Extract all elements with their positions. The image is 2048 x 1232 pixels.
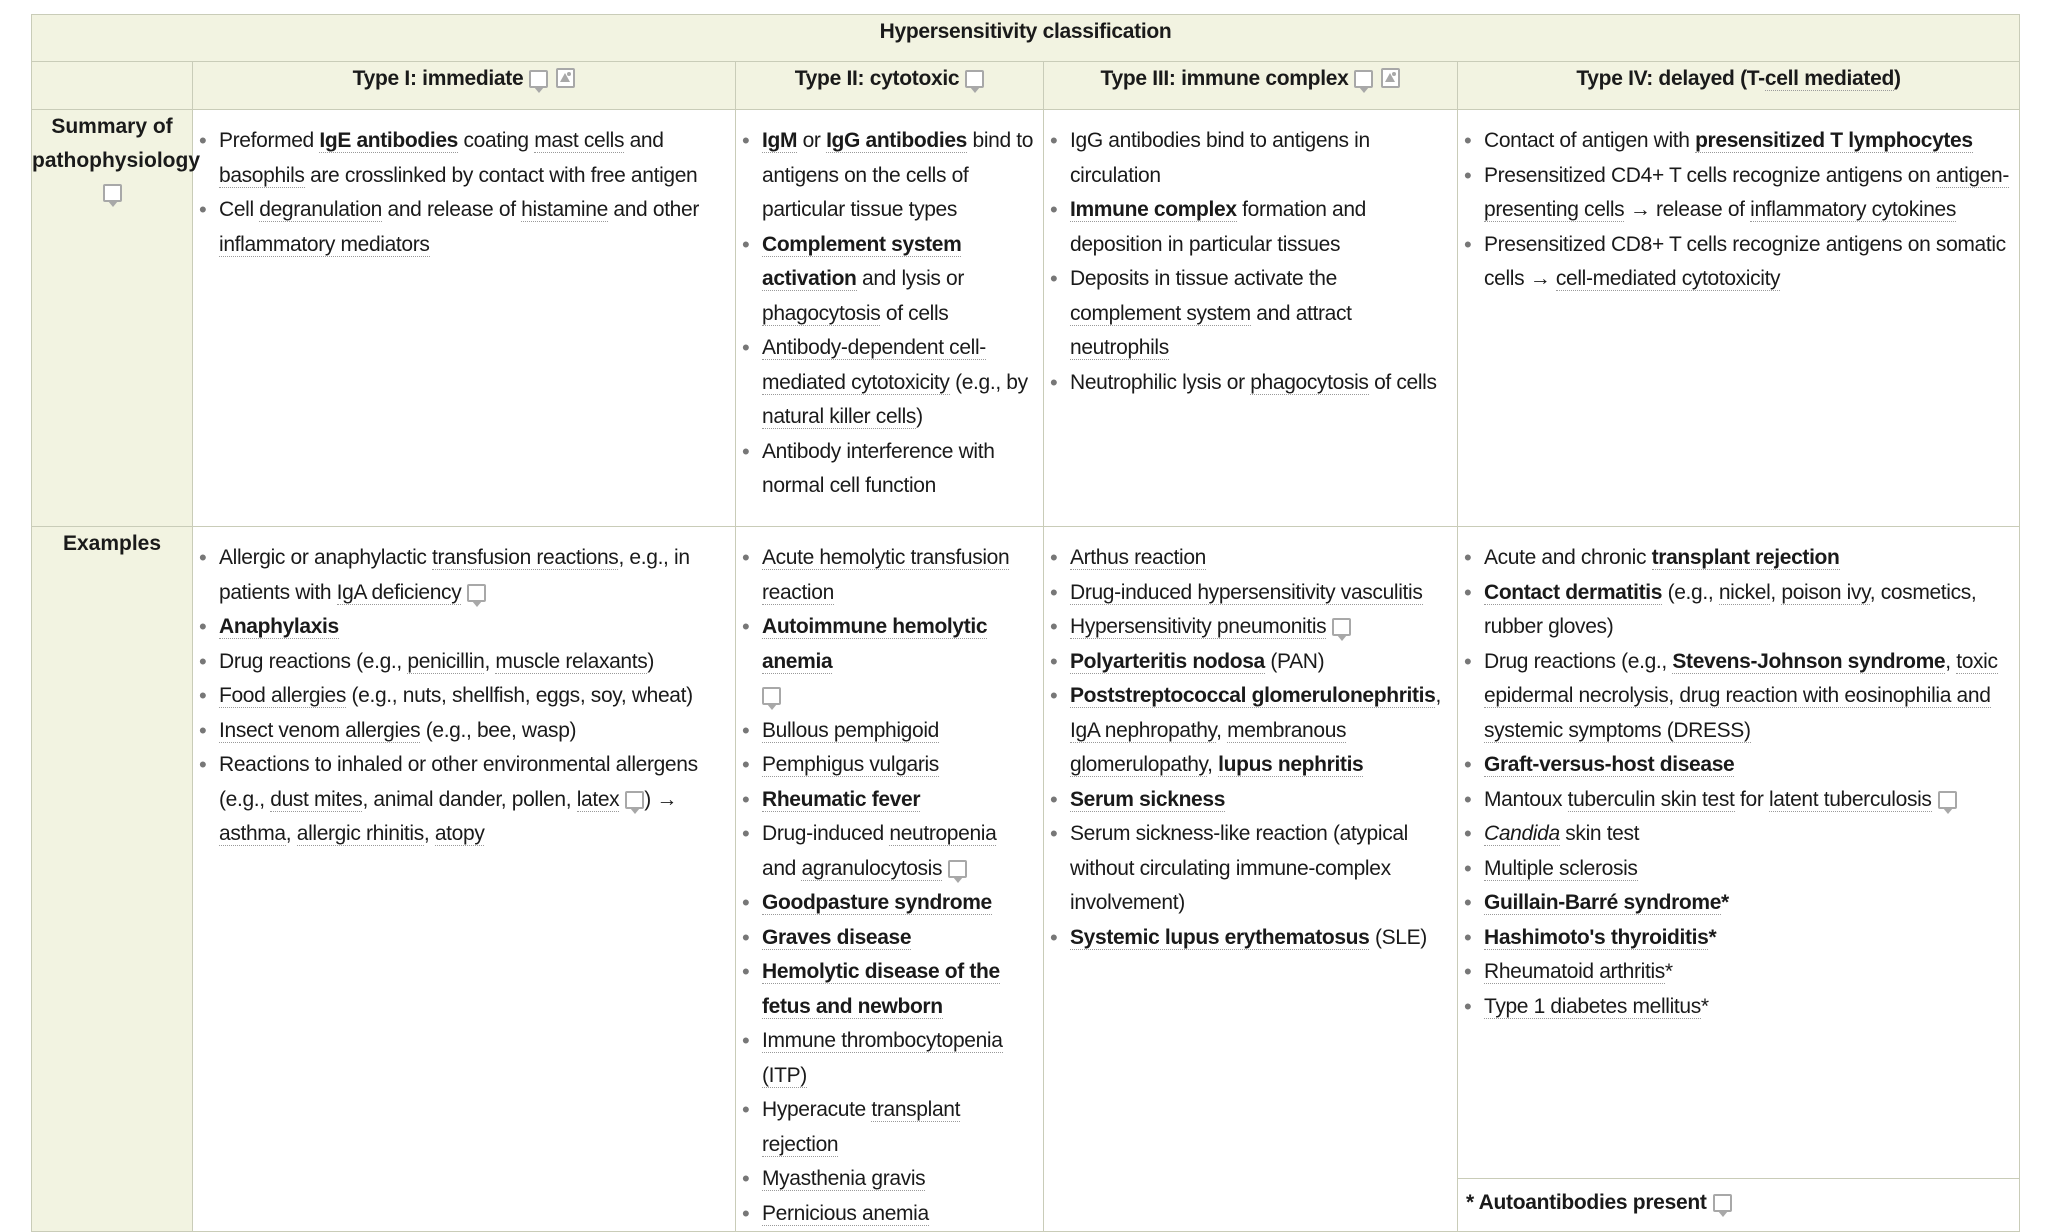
glossary-link[interactable]: dust mites bbox=[270, 787, 363, 811]
glossary-link[interactable]: atopy bbox=[434, 822, 485, 845]
text-fragment: of cells bbox=[880, 301, 949, 325]
text-fragment: bind to antigens on the cells of particular tissue types bbox=[762, 129, 1034, 221]
glossary-link[interactable]: Immune thrombocytopenia (ITP) bbox=[762, 1029, 1003, 1087]
glossary-link[interactable]: Goodpasture syndrome bbox=[762, 891, 992, 914]
text-fragment: ) bbox=[916, 405, 923, 428]
list-item bbox=[1484, 886, 2011, 921]
glossary-link[interactable]: Pemphigus vulgaris bbox=[762, 753, 939, 776]
glossary-link[interactable]: tuberculin skin test bbox=[1567, 787, 1735, 811]
column-header-type-3 bbox=[1044, 62, 1458, 110]
text-fragment: (e.g., nuts, shellfish, eggs, soy, wheat) bbox=[346, 684, 693, 707]
list-item bbox=[762, 1162, 1035, 1197]
glossary-link[interactable]: Myasthenia gravis bbox=[762, 1167, 926, 1190]
list-item bbox=[1070, 645, 1449, 680]
glossary-link[interactable]: degranulation bbox=[259, 198, 382, 221]
glossary-link[interactable]: Rheumatic fever bbox=[762, 787, 921, 811]
text-fragment: * bbox=[1708, 925, 1717, 949]
cell-link[interactable]: cell mediated bbox=[1764, 67, 1894, 90]
text-fragment: skin test bbox=[1559, 822, 1640, 845]
list-item bbox=[762, 817, 1035, 886]
list-item bbox=[1484, 783, 2011, 818]
hypersensitivity-table bbox=[31, 14, 2020, 1232]
list-item bbox=[762, 714, 1035, 749]
glossary-link[interactable]: poison ivy bbox=[1781, 580, 1870, 604]
glossary-link[interactable]: transplant rejection bbox=[1651, 546, 1840, 569]
glossary-link[interactable]: penicillin bbox=[407, 649, 485, 673]
column-header-type-4: Type IV: delayed (T-cell mediated) bbox=[1458, 62, 2020, 110]
list-item bbox=[1484, 921, 2011, 956]
glossary-link[interactable]: cell-mediated cytotoxicity bbox=[1555, 267, 1781, 290]
text-fragment: and bbox=[762, 856, 802, 880]
glossary-link[interactable]: neutrophils bbox=[1070, 336, 1169, 359]
glossary-link[interactable]: transplant rejection bbox=[762, 1098, 961, 1156]
glossary-link[interactable]: IgM bbox=[762, 129, 798, 152]
list-item bbox=[1484, 748, 2011, 783]
glossary-link[interactable]: natural killer cells bbox=[762, 405, 917, 428]
list-item bbox=[762, 331, 1035, 435]
speech-bubble-icon[interactable] bbox=[1938, 791, 1957, 809]
list-item bbox=[1070, 541, 1449, 576]
text-fragment: formation and deposition in particular tissues bbox=[1070, 198, 1367, 256]
glossary-link[interactable]: Insect venom allergies bbox=[219, 718, 421, 742]
list-item bbox=[762, 955, 1035, 1024]
list-item bbox=[219, 748, 727, 852]
speech-bubble-icon[interactable] bbox=[1354, 70, 1373, 88]
glossary-link[interactable]: Autoimmune hemolytic anemia bbox=[762, 615, 988, 673]
row-header-label: Examples bbox=[62, 532, 162, 555]
column-header-type-2 bbox=[736, 62, 1044, 110]
speech-bubble-icon[interactable] bbox=[467, 584, 486, 602]
glossary-link[interactable]: muscle relaxants bbox=[495, 649, 648, 673]
text-fragment: Hyperacute bbox=[762, 1098, 872, 1121]
glossary-link[interactable]: transfusion reactions bbox=[432, 546, 619, 569]
text-fragment: Presensitized CD8+ T cells recognize antigens on somatic cells → bbox=[1484, 232, 2006, 290]
text-fragment: (SLE) bbox=[1369, 925, 1427, 949]
text-fragment: and bbox=[624, 129, 664, 152]
text-fragment: coating bbox=[458, 129, 535, 152]
glossary-link[interactable]: Poststreptococcal glomerulonephritis bbox=[1070, 684, 1436, 707]
list-item bbox=[1070, 262, 1449, 366]
glossary-link[interactable]: toxic epidermal necrolysis bbox=[1484, 649, 1998, 707]
text-fragment: , e.g., in patients with bbox=[219, 546, 690, 604]
text-fragment: or bbox=[797, 129, 827, 152]
list-item bbox=[762, 610, 1035, 714]
glossary-link[interactable]: Multiple sclerosis bbox=[1484, 856, 1638, 880]
list-item bbox=[219, 679, 727, 714]
glossary-link[interactable]: Stevens-Johnson syndrome bbox=[1672, 649, 1946, 673]
glossary-link[interactable]: lupus nephritis bbox=[1218, 753, 1364, 776]
list-item bbox=[1070, 921, 1449, 956]
speech-bubble-icon[interactable] bbox=[529, 70, 548, 88]
list-item bbox=[762, 228, 1035, 332]
list-item bbox=[762, 1197, 1035, 1232]
text-fragment: → release of bbox=[1624, 198, 1751, 221]
examples-type-1 bbox=[193, 527, 736, 1232]
glossary-link[interactable]: phagocytosis bbox=[1250, 370, 1369, 394]
list-item bbox=[1070, 610, 1449, 645]
row-header-summary bbox=[32, 110, 200, 527]
table-title: Hypersensitivity classification bbox=[32, 15, 2020, 62]
list-item bbox=[1070, 783, 1449, 818]
text-fragment: * Autoantibodies present bbox=[1466, 1191, 1707, 1214]
glossary-link[interactable]: IgA deficiency bbox=[336, 580, 462, 604]
text-fragment: and attract bbox=[1250, 301, 1352, 325]
text-fragment: (PAN) bbox=[1264, 649, 1325, 673]
text-fragment: Neutrophilic lysis or bbox=[1070, 370, 1251, 394]
examples-type-4 bbox=[1458, 527, 2020, 1232]
list-item bbox=[1070, 193, 1449, 262]
text-fragment: * bbox=[1664, 960, 1673, 983]
text-fragment: , bbox=[1770, 580, 1782, 604]
text-fragment: , bbox=[1668, 684, 1680, 707]
glossary-link[interactable]: complement system bbox=[1070, 301, 1251, 325]
examples-type-2 bbox=[736, 527, 1044, 1232]
glossary-link[interactable]: Rheumatoid arthritis bbox=[1484, 960, 1665, 983]
list-item bbox=[762, 124, 1035, 228]
glossary-link[interactable]: Candida bbox=[1484, 822, 1560, 845]
text-fragment: Drug reactions (e.g., bbox=[219, 649, 408, 673]
row-header-examples bbox=[32, 527, 193, 1232]
column-header-label: Type II: cytotoxic bbox=[794, 67, 960, 90]
text-fragment: Acute and chronic bbox=[1484, 546, 1652, 569]
list-item bbox=[1070, 679, 1449, 783]
list-item bbox=[762, 886, 1035, 921]
text-fragment: and other bbox=[607, 198, 699, 221]
glossary-link[interactable]: asthma bbox=[219, 822, 286, 845]
glossary-link[interactable]: phagocytosis bbox=[762, 301, 881, 325]
list-item bbox=[762, 1024, 1035, 1093]
speech-bubble-icon[interactable] bbox=[965, 70, 984, 88]
list-item bbox=[1484, 645, 2011, 749]
glossary-link[interactable]: Serum sickness bbox=[1070, 787, 1226, 811]
speech-bubble-icon[interactable] bbox=[103, 184, 122, 202]
glossary-link[interactable]: histamine bbox=[521, 198, 608, 221]
list-item bbox=[219, 645, 727, 680]
speech-bubble-icon[interactable] bbox=[1332, 618, 1351, 636]
text-fragment: Serum sickness-like reaction (atypical without circulating immune-complex involvement) bbox=[1070, 822, 1408, 914]
glossary-link[interactable]: Pernicious anemia bbox=[762, 1201, 929, 1225]
text-fragment: (e.g., bee, wasp) bbox=[420, 718, 577, 742]
list-item bbox=[1484, 228, 2011, 297]
list-item bbox=[762, 748, 1035, 783]
column-header-label: Type III: immune complex bbox=[1100, 67, 1349, 90]
summary-type-3 bbox=[1044, 110, 1458, 527]
glossary-link[interactable]: Drug-induced hypersensitivity vasculitis bbox=[1070, 580, 1423, 604]
text-fragment: and release of bbox=[382, 198, 522, 221]
glossary-link[interactable]: nickel bbox=[1718, 580, 1771, 604]
text-fragment: Deposits in tissue activate the bbox=[1070, 267, 1337, 290]
summary-type-2 bbox=[736, 110, 1044, 527]
glossary-link[interactable]: IgA nephropathy bbox=[1070, 718, 1217, 742]
glossary-link[interactable]: neutropenia bbox=[889, 822, 997, 845]
list-item bbox=[1484, 576, 2011, 645]
text-fragment: Antibody interference with normal cell function bbox=[762, 439, 995, 497]
text-fragment: ) → bbox=[644, 787, 678, 811]
text-fragment: , bbox=[484, 649, 496, 673]
glossary-link[interactable]: Hemolytic disease of the fetus and newborn bbox=[762, 960, 1000, 1018]
glossary-link[interactable]: Hashimoto's thyroiditis bbox=[1484, 925, 1709, 949]
list-item bbox=[219, 193, 727, 262]
list-item bbox=[1070, 366, 1449, 401]
glossary-link[interactable]: Polyarteritis nodosa bbox=[1070, 649, 1265, 673]
column-header-label: Type I: immediate bbox=[352, 67, 524, 90]
list-item bbox=[762, 921, 1035, 956]
speech-bubble-icon[interactable] bbox=[625, 791, 644, 809]
text-fragment: and lysis or bbox=[856, 267, 965, 290]
glossary-link[interactable]: Acute hemolytic transfusion reaction bbox=[762, 546, 1010, 604]
list-item bbox=[762, 541, 1035, 610]
glossary-link[interactable]: antigen-presenting cells bbox=[1484, 163, 2010, 221]
glossary-link[interactable]: Graft-versus-host disease bbox=[1484, 753, 1735, 776]
glossary-link[interactable]: mast cells bbox=[534, 129, 625, 152]
corner-cell bbox=[32, 62, 193, 110]
glossary-link[interactable]: Anaphylaxis bbox=[219, 615, 339, 638]
glossary-link[interactable]: Immune complex bbox=[1070, 198, 1237, 221]
text-fragment: , bbox=[1435, 684, 1441, 707]
footnote bbox=[1458, 1178, 2019, 1231]
glossary-link[interactable]: basophils bbox=[219, 163, 305, 187]
text-fragment: for bbox=[1734, 787, 1769, 811]
list-item bbox=[219, 610, 727, 645]
text-fragment: , bbox=[423, 822, 435, 845]
glossary-link[interactable]: Type 1 diabetes mellitus bbox=[1484, 994, 1701, 1018]
row-header-label: Summary of bbox=[51, 115, 173, 138]
text-fragment: , bbox=[1216, 718, 1228, 742]
text-fragment: Presensitized CD4+ T cells recognize antigens on bbox=[1484, 163, 1936, 187]
image-icon[interactable] bbox=[556, 68, 575, 88]
glossary-link[interactable]: inflammatory cytokines bbox=[1750, 198, 1957, 221]
list-item bbox=[1484, 990, 2011, 1025]
glossary-link[interactable]: Contact dermatitis bbox=[1484, 580, 1663, 604]
glossary-link[interactable]: latex bbox=[576, 787, 620, 811]
list-item bbox=[1070, 817, 1449, 921]
list-item bbox=[219, 541, 727, 610]
speech-bubble-icon[interactable] bbox=[762, 687, 781, 705]
text-fragment: Cell bbox=[219, 198, 260, 221]
text-fragment: Mantoux bbox=[1484, 787, 1568, 811]
text-fragment: * bbox=[1700, 994, 1709, 1018]
glossary-link[interactable]: Hypersensitivity pneumonitis bbox=[1070, 615, 1327, 638]
text-fragment: , bbox=[1207, 753, 1219, 776]
glossary-link[interactable]: allergic rhinitis bbox=[296, 822, 424, 845]
text-fragment: ) bbox=[647, 649, 655, 673]
text-fragment: Preformed bbox=[219, 129, 320, 152]
glossary-link[interactable]: Arthus reaction bbox=[1070, 546, 1206, 569]
glossary-link[interactable]: presensitized T lymphocytes bbox=[1695, 129, 1973, 152]
text-fragment: (e.g., bbox=[1662, 580, 1719, 604]
glossary-link[interactable]: inflammatory mediators bbox=[219, 232, 430, 256]
list-item bbox=[762, 435, 1035, 504]
speech-bubble-icon[interactable] bbox=[948, 860, 967, 878]
summary-type-1 bbox=[193, 110, 736, 527]
image-icon[interactable] bbox=[1381, 68, 1400, 88]
glossary-link[interactable]: membranous glomerulopathy bbox=[1070, 718, 1347, 776]
glossary-link[interactable]: Guillain-Barré syndrome bbox=[1484, 891, 1722, 914]
list-item bbox=[1070, 124, 1449, 193]
glossary-link[interactable]: agranulocytosis bbox=[801, 856, 943, 880]
list-item bbox=[1484, 852, 2011, 887]
list-item bbox=[1484, 817, 2011, 852]
glossary-link[interactable]: Food allergies bbox=[219, 684, 347, 707]
glossary-link[interactable]: Graves disease bbox=[762, 925, 912, 949]
text-fragment: IgG antibodies bind to antigens in circulation bbox=[1070, 129, 1370, 187]
text-fragment: of cells bbox=[1368, 370, 1437, 394]
list-item bbox=[1484, 955, 2011, 990]
list-item bbox=[219, 124, 727, 193]
glossary-link[interactable]: drug reaction with eosinophilia and systemic symptoms (DRESS) bbox=[1484, 684, 1991, 742]
text-fragment: , bbox=[285, 822, 297, 845]
text-fragment: Contact of antigen with bbox=[1484, 129, 1696, 152]
examples-type-3 bbox=[1044, 527, 1458, 1232]
text-fragment: , cosmetics, rubber gloves) bbox=[1484, 580, 1977, 638]
row-header-label: pathophysiology bbox=[32, 149, 200, 172]
list-item bbox=[219, 714, 727, 749]
text-fragment: , animal dander, pollen, bbox=[362, 787, 577, 811]
text-fragment: * bbox=[1721, 891, 1729, 914]
glossary-link[interactable]: Complement system activation bbox=[762, 232, 962, 290]
text-fragment: Allergic or anaphylactic bbox=[219, 546, 433, 569]
text-fragment: Drug reactions (e.g., bbox=[1484, 649, 1673, 673]
list-item bbox=[1070, 576, 1449, 611]
summary-type-4 bbox=[1458, 110, 2020, 527]
glossary-link[interactable]: Antibody-dependent cell-mediated cytotoxicity bbox=[762, 336, 986, 394]
column-header-type-1 bbox=[193, 62, 736, 110]
list-item bbox=[1484, 124, 2011, 159]
list-item bbox=[762, 783, 1035, 818]
list-item bbox=[1484, 541, 2011, 576]
text-fragment: (e.g., by bbox=[949, 370, 1028, 394]
speech-bubble-icon[interactable] bbox=[1713, 1194, 1732, 1212]
text-fragment: Drug-induced bbox=[762, 822, 890, 845]
glossary-link[interactable]: IgE antibodies bbox=[319, 129, 458, 152]
text-fragment: are crosslinked by contact with free antigen bbox=[304, 163, 698, 187]
text-fragment: Reactions to inhaled or other environmental allergens (e.g., bbox=[219, 753, 698, 811]
glossary-link[interactable]: latent tuberculosis bbox=[1768, 787, 1932, 811]
text-fragment: , bbox=[1945, 649, 1957, 673]
glossary-link[interactable]: Systemic lupus erythematosus bbox=[1070, 925, 1370, 949]
glossary-link[interactable]: IgG antibodies bbox=[826, 129, 968, 152]
glossary-link[interactable]: Bullous pemphigoid bbox=[762, 718, 939, 742]
list-item bbox=[1484, 159, 2011, 228]
